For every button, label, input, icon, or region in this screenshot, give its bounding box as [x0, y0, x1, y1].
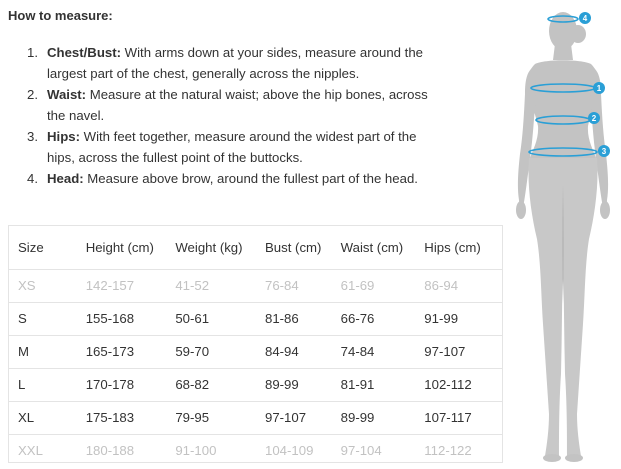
- step-number: 3.: [27, 129, 38, 144]
- table-cell: 41-52: [175, 278, 210, 293]
- table-cell: 112-122: [424, 443, 472, 459]
- step-item-chest: [27, 42, 447, 84]
- table-cell: XXL: [18, 443, 43, 459]
- table-cell: 97-107: [424, 344, 466, 359]
- table-cell: 61-69: [340, 278, 375, 293]
- table-row-s: [9, 302, 502, 335]
- table-cell: 170-178: [85, 377, 135, 392]
- svg-text:2: 2: [591, 114, 597, 123]
- header-height: Height (cm): [85, 239, 154, 255]
- size-chart-table: [8, 225, 503, 463]
- step-label: Chest/Bust:: [47, 45, 121, 60]
- svg-text:1: 1: [596, 84, 602, 93]
- female-body-silhouette-icon: [505, 4, 621, 466]
- table-cell: 175-183: [85, 410, 135, 425]
- header-size: Size: [18, 239, 44, 255]
- table-row-m: [9, 335, 502, 368]
- table-cell: 89-99: [265, 377, 299, 392]
- table-cell: M: [18, 344, 29, 359]
- table-cell: 68-82: [175, 377, 210, 392]
- table-cell: 97-104: [340, 443, 382, 459]
- header-bust: Bust (cm): [265, 239, 322, 255]
- step-number: 2.: [27, 87, 38, 102]
- table-cell: 86-94: [424, 278, 459, 293]
- step-text: Measure at the natural waist; above the hip bones, across the navel.: [47, 87, 428, 123]
- badge-1: [593, 82, 605, 94]
- table-cell: 91-99: [424, 311, 459, 326]
- table-cell: 180-188: [85, 443, 135, 459]
- table-cell: XL: [18, 410, 35, 425]
- badge-3: [598, 145, 610, 157]
- step-text: With arms down at your sides, measure around the largest part of the chest, generally across the nipples.: [47, 45, 423, 81]
- badge-4: [579, 12, 591, 24]
- step-label: Hips:: [47, 129, 80, 144]
- table-cell: 97-107: [265, 410, 307, 425]
- table-cell: 81-91: [340, 377, 375, 392]
- svg-text:4: 4: [582, 14, 588, 23]
- step-item-head: [27, 168, 447, 189]
- step-number: 1.: [27, 45, 38, 60]
- page-title: How to measure:: [8, 8, 113, 23]
- table-cell: 155-168: [85, 311, 135, 326]
- step-item-waist: [27, 84, 447, 126]
- svg-text:3: 3: [601, 147, 607, 156]
- table-cell: 50-61: [175, 311, 210, 326]
- table-cell: 74-84: [340, 344, 375, 359]
- step-text: Measure above brow, around the fullest part of the head.: [83, 171, 418, 186]
- table-cell: 59-70: [175, 344, 210, 359]
- step-label: Waist:: [47, 87, 87, 102]
- table-cell: 107-117: [424, 410, 472, 425]
- table-cell: 104-109: [265, 443, 314, 459]
- table-cell: 165-173: [85, 344, 135, 359]
- table-cell: 81-86: [265, 311, 299, 326]
- step-label: Head:: [47, 171, 84, 186]
- badge-2: [588, 112, 600, 124]
- measurement-steps: [27, 42, 447, 189]
- table-cell: 91-100: [175, 443, 217, 459]
- table-cell: 79-95: [175, 410, 210, 425]
- table-row-l: [9, 368, 502, 401]
- step-number: 4.: [27, 171, 38, 186]
- header-weight: Weight (kg): [175, 239, 243, 255]
- table-cell: 76-84: [265, 278, 299, 293]
- table-row-xs: [9, 269, 502, 302]
- table-cell: S: [18, 311, 27, 326]
- header-waist: Waist (cm): [340, 239, 404, 255]
- table-cell: 66-76: [340, 311, 375, 326]
- table-row-xl: [9, 401, 502, 434]
- table-row-xxl: [9, 434, 502, 467]
- header-hips: Hips (cm): [424, 239, 481, 255]
- table-cell: XS: [18, 278, 36, 293]
- table-cell: 84-94: [265, 344, 299, 359]
- table-header-row: [9, 226, 502, 269]
- step-item-hips: [27, 126, 447, 168]
- table-cell: 102-112: [424, 377, 472, 392]
- table-cell: L: [18, 377, 26, 392]
- step-text: With feet together, measure around the widest part of the hips, across the fullest point of the buttocks.: [47, 129, 417, 165]
- table-cell: 89-99: [340, 410, 375, 425]
- table-cell: 142-157: [85, 278, 135, 293]
